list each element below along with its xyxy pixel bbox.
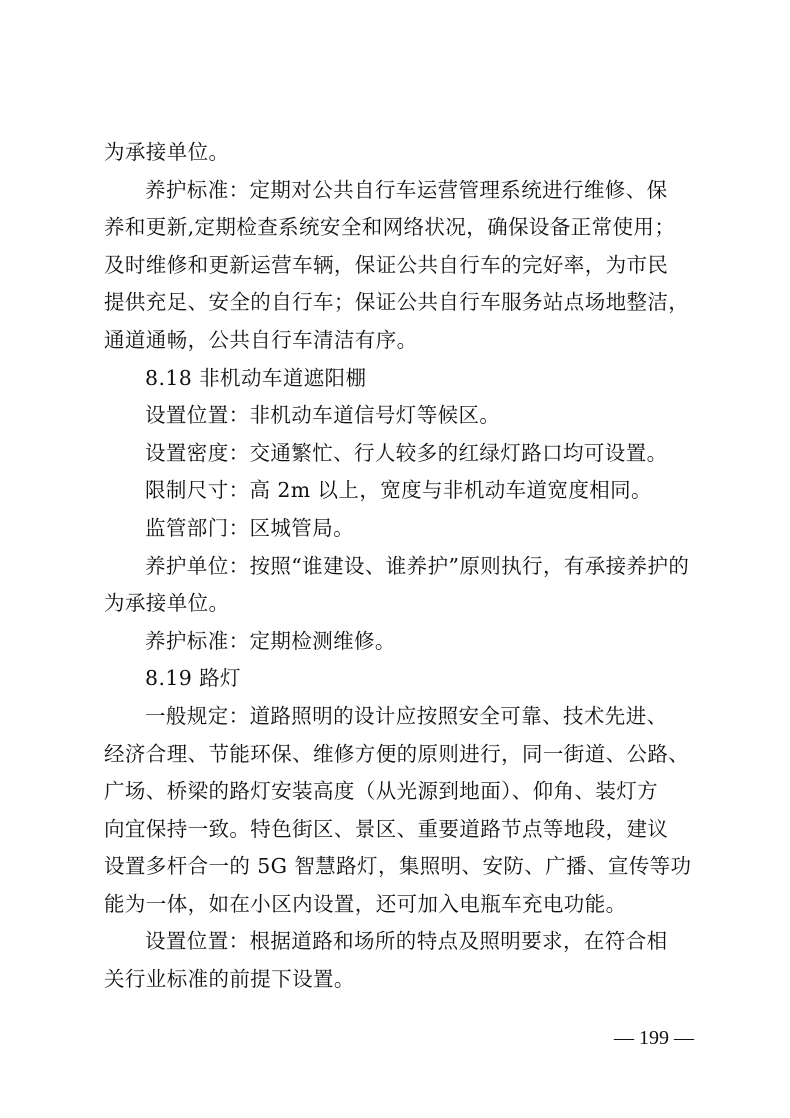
text-line: 设置位置：根据道路和场所的特点及照明要求，在符合相 — [145, 929, 668, 954]
text-line: 向宜保持一致。特色街区、景区、重要道路节点等地段，建议 — [104, 816, 669, 841]
text-line: 限制尺寸：高 2m 以上，宽度与非机动车道宽度相同。 — [145, 478, 652, 503]
text-line: 设置位置：非机动车道信号灯等候区。 — [145, 403, 501, 428]
text-line: 能为一体，如在小区内设置，还可加入电瓶车充电功能。 — [104, 891, 627, 916]
text-line: 广场、桥梁的路灯安装高度（从光源到地面）、仰角、装灯方 — [104, 779, 659, 804]
text-line: 养护标准：定期对公共自行车运营管理系统进行维修、保 — [145, 177, 668, 202]
text-line: 设置多杆合一的 5G 智慧路灯，集照明、安防、广播、宣传等功 — [104, 854, 692, 879]
text-line: 监管部门：区城管局。 — [145, 515, 354, 540]
page-number: — 199 — — [614, 1027, 694, 1049]
text-line: 为承接单位。 — [104, 140, 230, 164]
body-text — [104, 134, 692, 999]
text-line: 养护标准：定期检测维修。 — [145, 628, 396, 653]
text-line: 及时维修和更新运营车辆，保证公共自行车的完好率，为市民 — [104, 252, 669, 277]
text-line: 经济合理、节能环保、维修方便的原则进行，同一街道、公路、 — [104, 741, 690, 766]
text-line: 关行业标准的前提下设置。 — [104, 967, 355, 992]
text-line: 为承接单位。 — [104, 591, 230, 616]
text-line: 养和更新,定期检查系统安全和网络状况，确保设备正常使用； — [104, 215, 676, 240]
section-heading-8-18: 8.18 非机动车道遮阳棚 — [145, 365, 367, 390]
section-heading-8-19: 8.19 路灯 — [145, 666, 241, 691]
text-line: 一般规定：道路照明的设计应按照安全可靠、技术先进、 — [145, 703, 668, 728]
text-line: 通道通畅，公共自行车清洁有序。 — [104, 327, 418, 352]
text-line: 设置密度：交通繁忙、行人较多的红绿灯路口均可设置。 — [145, 440, 668, 465]
text-line: 提供充足、安全的自行车；保证公共自行车服务站点场地整洁， — [104, 290, 690, 315]
text-line: 养护单位：按照“谁建设、谁养护”原则执行，有承接养护的 — [145, 553, 690, 578]
